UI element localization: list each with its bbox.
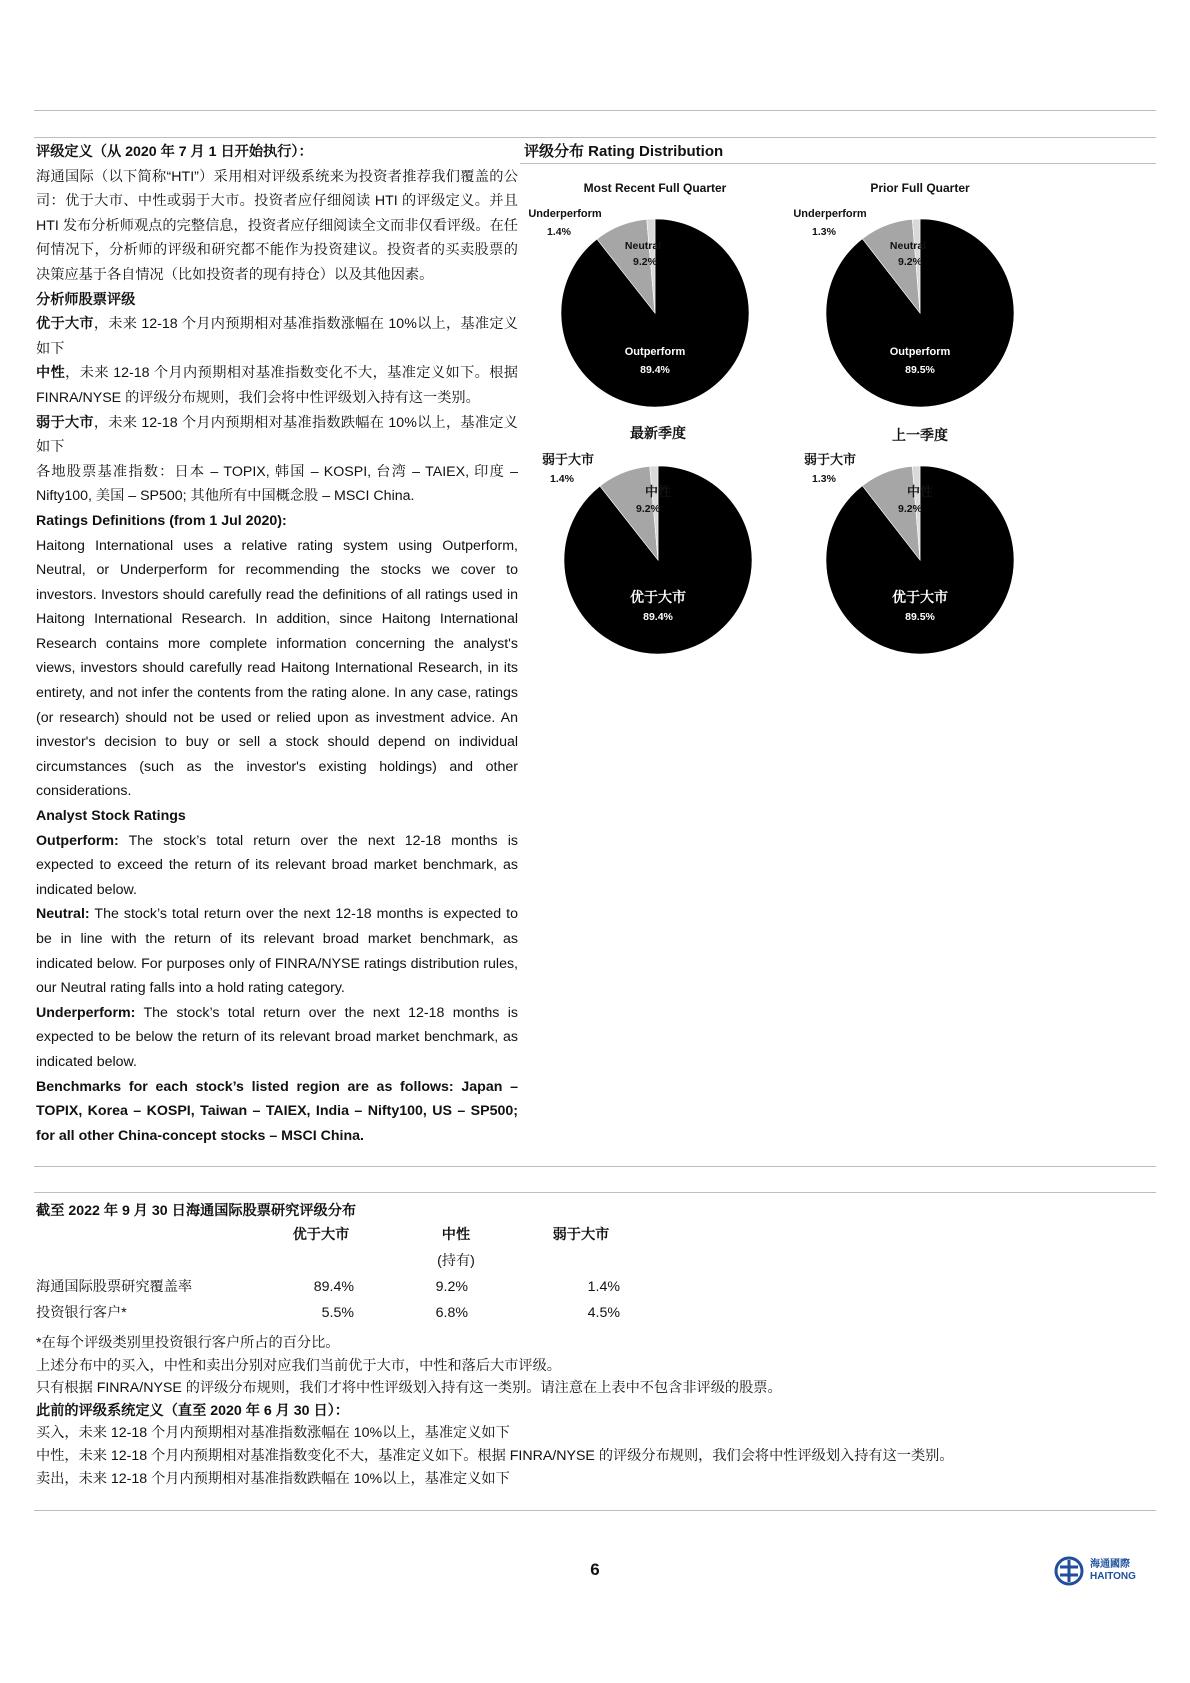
en-underperform-text: The stock’s total return over the next 12-18 months is expected to be below the return of its relevant broad market benchmark, as indicated below. (36, 1004, 518, 1070)
pie-value-underperform: 1.4% (550, 473, 574, 485)
note: 只有根据 FINRA/NYSE 的评级分布规则，我们才将中性评级划入持有这一类别。请注意在上表中不包含非评级的股票。 (36, 1380, 782, 1397)
pie-value-outperform: 89.5% (905, 364, 935, 376)
table-row (36, 1300, 626, 1326)
cn-neutral-text: ，未来 12-18 个月内预期相对基准指数变化不大，基准定义如下。根据 FINRA/NYSE 的评级分布规则，我们会将中性评级划入持有这一类别。 (36, 365, 518, 406)
cn-title: 评级定义（从 2020 年 7 月 1 日开始执行）： (36, 144, 313, 160)
rating-distribution-charts (528, 178, 1100, 678)
prev-system-title: 此前的评级系统定义（直至 2020 年 6 月 30 日）： (36, 1402, 349, 1419)
pie-value-neutral: 9.2% (898, 256, 922, 268)
header-outperform: 优于大市 (292, 1226, 350, 1243)
en-underperform-label: Underperform: (36, 1004, 136, 1021)
logo-en-text: HAITONG (1090, 1571, 1136, 1582)
cn-neutral (36, 361, 518, 410)
pie-label-underperform: 弱于大市 (803, 452, 857, 467)
en-neutral (36, 902, 518, 1000)
pie-value-underperform: 1.3% (812, 226, 836, 238)
rating-table (36, 1222, 626, 1326)
en-analyst-title: Analyst Stock Ratings (36, 808, 186, 825)
chart-title-rule (520, 163, 1156, 164)
pie-value-neutral: 9.2% (633, 256, 657, 268)
note: *在每个评级类别里投资银行客户所占的百分比。 (36, 1335, 340, 1351)
cn-neutral-label: 中性 (36, 365, 66, 382)
cn-outperform (36, 312, 518, 361)
pie-label-outperform: Outperform (889, 346, 951, 358)
cell: 6.8% (435, 1304, 468, 1321)
haitong-logo-icon (1054, 1556, 1084, 1586)
en-intro: Haitong International uses a relative rating system using Outperform, Neutral, or Underperform for recommending the stocks we cover to investors. Investors should carefully read the definitions of all ratings used in Haitong International Research. In addition, since Haitong International Research contains more complete information concerning the analyst's views, investors should carefully read Haitong International Research, in its entirety, and not infer the contents from the rating alone. In any case, ratings (or research) should not be used or relied upon as investment advice. An investor's decision to buy or sell a stock should depend on individual circumstances (such as the investor's existing holdings) and other considerations. (36, 537, 518, 800)
pie-value-neutral: 9.2% (898, 503, 922, 515)
pie-label-neutral: 中性 (644, 484, 672, 499)
row-label: 海通国际股票研究覆盖率 (36, 1278, 193, 1295)
cn-intro: 海通国际（以下简称“HTI”）采用相对评级系统来为投资者推荐我们覆盖的公司：优于大市、中性或弱于大市。投资者应仔细阅读 HTI 的评级定义。并且 HTI 发布分析师观点的完整信息，投资者应仔细阅读全文而非仅看评级。在任何情况下，分析师的评级和研究都不能作为投资建议。投资者的买卖股票的决策应基于各自情况（比如投资者的现有持仓）以及其他因素。 (36, 168, 518, 283)
table-notes (36, 1332, 1156, 1490)
header-underperform: 弱于大市 (552, 1226, 610, 1243)
cn-outperform-text: ，未来 12-18 个月内预期相对基准指数涨幅在 10%以上，基准定义如下 (36, 316, 518, 357)
note: 上述分布中的买入，中性和卖出分别对应我们当前优于大市，中性和落后大市评级。 (36, 1357, 561, 1374)
pie-value-neutral: 9.2% (636, 503, 660, 515)
pie-title: 上一季度 (892, 427, 948, 443)
pie-label-underperform: Underperform (793, 208, 867, 220)
prev-line: 卖出，未来 12-18 个月内预期相对基准指数跌幅在 10%以上，基准定义如下 (36, 1470, 510, 1487)
pie-label-neutral: 中性 (906, 484, 934, 499)
pie-title: Most Recent Full Quarter (583, 181, 727, 195)
cn-outperform-label: 优于大市 (36, 316, 94, 333)
en-title: Ratings Definitions (from 1 Jul 2020): (36, 512, 287, 529)
pie-value-outperform: 89.5% (905, 611, 935, 623)
table-header-row (36, 1222, 626, 1248)
pie-label-neutral: Neutral (624, 240, 662, 252)
cn-benchmarks: 各地股票基准指数：日本 – TOPIX, 韩国 – KOSPI, 台湾 – TAIEX, 印度 – Nifty100, 美国 – SP500; 其他所有中国概念股 – MSCI China. (36, 463, 518, 505)
en-neutral-label: Neutral: (36, 906, 90, 923)
pie-title: Prior Full Quarter (870, 181, 970, 195)
cell: 4.5% (587, 1304, 620, 1321)
logo-cn-text: 海通國際 (1090, 1559, 1130, 1570)
cn-analyst-title: 分析师股票评级 (36, 291, 136, 308)
cell: 89.4% (313, 1278, 354, 1295)
header-neutral: 中性 (441, 1226, 471, 1243)
pie-label-outperform: 优于大市 (892, 589, 948, 605)
pie-label-neutral: Neutral (889, 240, 927, 252)
table-row (36, 1274, 626, 1300)
en-outperform (36, 829, 518, 903)
pie-label-outperform: 优于大市 (630, 589, 686, 605)
prev-line: 中性，未来 12-18 个月内预期相对基准指数变化不大，基准定义如下。根据 FINRA/NYSE 的评级分布规则，我们会将中性评级划入持有这一类别。 (36, 1447, 954, 1464)
en-outperform-text: The stock’s total return over the next 12-18 months is expected to exceed the return of its relevant broad market benchmark, as indicated below. (36, 832, 518, 898)
mid-rule (34, 1166, 1156, 1167)
cell: 9.2% (435, 1278, 468, 1295)
cell: 1.4% (587, 1278, 620, 1295)
cn-underperform-label: 弱于大市 (36, 414, 94, 431)
table-subheader-row (36, 1248, 626, 1274)
rating-distribution-title: 评级分布 Rating Distribution (524, 143, 724, 160)
pie-value-outperform: 89.4% (640, 364, 670, 376)
en-outperform-label: Outperform: (36, 832, 119, 849)
en-underperform (36, 1001, 518, 1075)
en-neutral-text: The stock’s total return over the next 12-18 months is expected to be in line with the return of its relevant broad market benchmark, as indicated below. For purposes only of FINRA/NYSE ratings distribution rules, our Neutral rating falls into a hold rating category. (36, 906, 518, 997)
en-benchmarks: Benchmarks for each stock’s listed region are as follows: Japan – TOPIX, Korea – KOSPI, Taiwan – TAIEX, India – Nifty100, US – SP500; for all other China-concept stocks – MSCI China. (36, 1078, 518, 1144)
pie-label-outperform: Outperform (624, 346, 686, 358)
prev-line: 买入，未来 12-18 个月内预期相对基准指数涨幅在 10%以上，基准定义如下 (36, 1425, 510, 1442)
haitong-logo (1054, 1556, 1136, 1586)
top-rule (34, 110, 1156, 111)
pie-title: 最新季度 (630, 425, 686, 441)
ratings-definitions-column (36, 140, 518, 1148)
row-label: 投资银行客户* (36, 1304, 127, 1321)
pie-label-underperform: 弱于大市 (541, 452, 595, 467)
cell: 5.5% (321, 1304, 354, 1321)
pie-value-underperform: 1.3% (812, 473, 836, 485)
cn-underperform-text: ，未来 12-18 个月内预期相对基准指数跌幅在 10%以上，基准定义如下 (36, 414, 518, 456)
bottom-rule (34, 1510, 1156, 1511)
table-top-rule (34, 1192, 1156, 1193)
header-neutral-hold: (持有) (437, 1252, 475, 1269)
section-rule-left (34, 137, 1156, 138)
cn-underperform (36, 411, 518, 460)
pie-value-underperform: 1.4% (547, 226, 571, 238)
table-title: 截至 2022 年 9 月 30 日海通国际股票研究评级分布 (36, 1203, 357, 1219)
pie-value-outperform: 89.4% (643, 611, 673, 623)
pie-label-underperform: Underperform (528, 208, 602, 220)
page-number: 6 (590, 1560, 600, 1579)
